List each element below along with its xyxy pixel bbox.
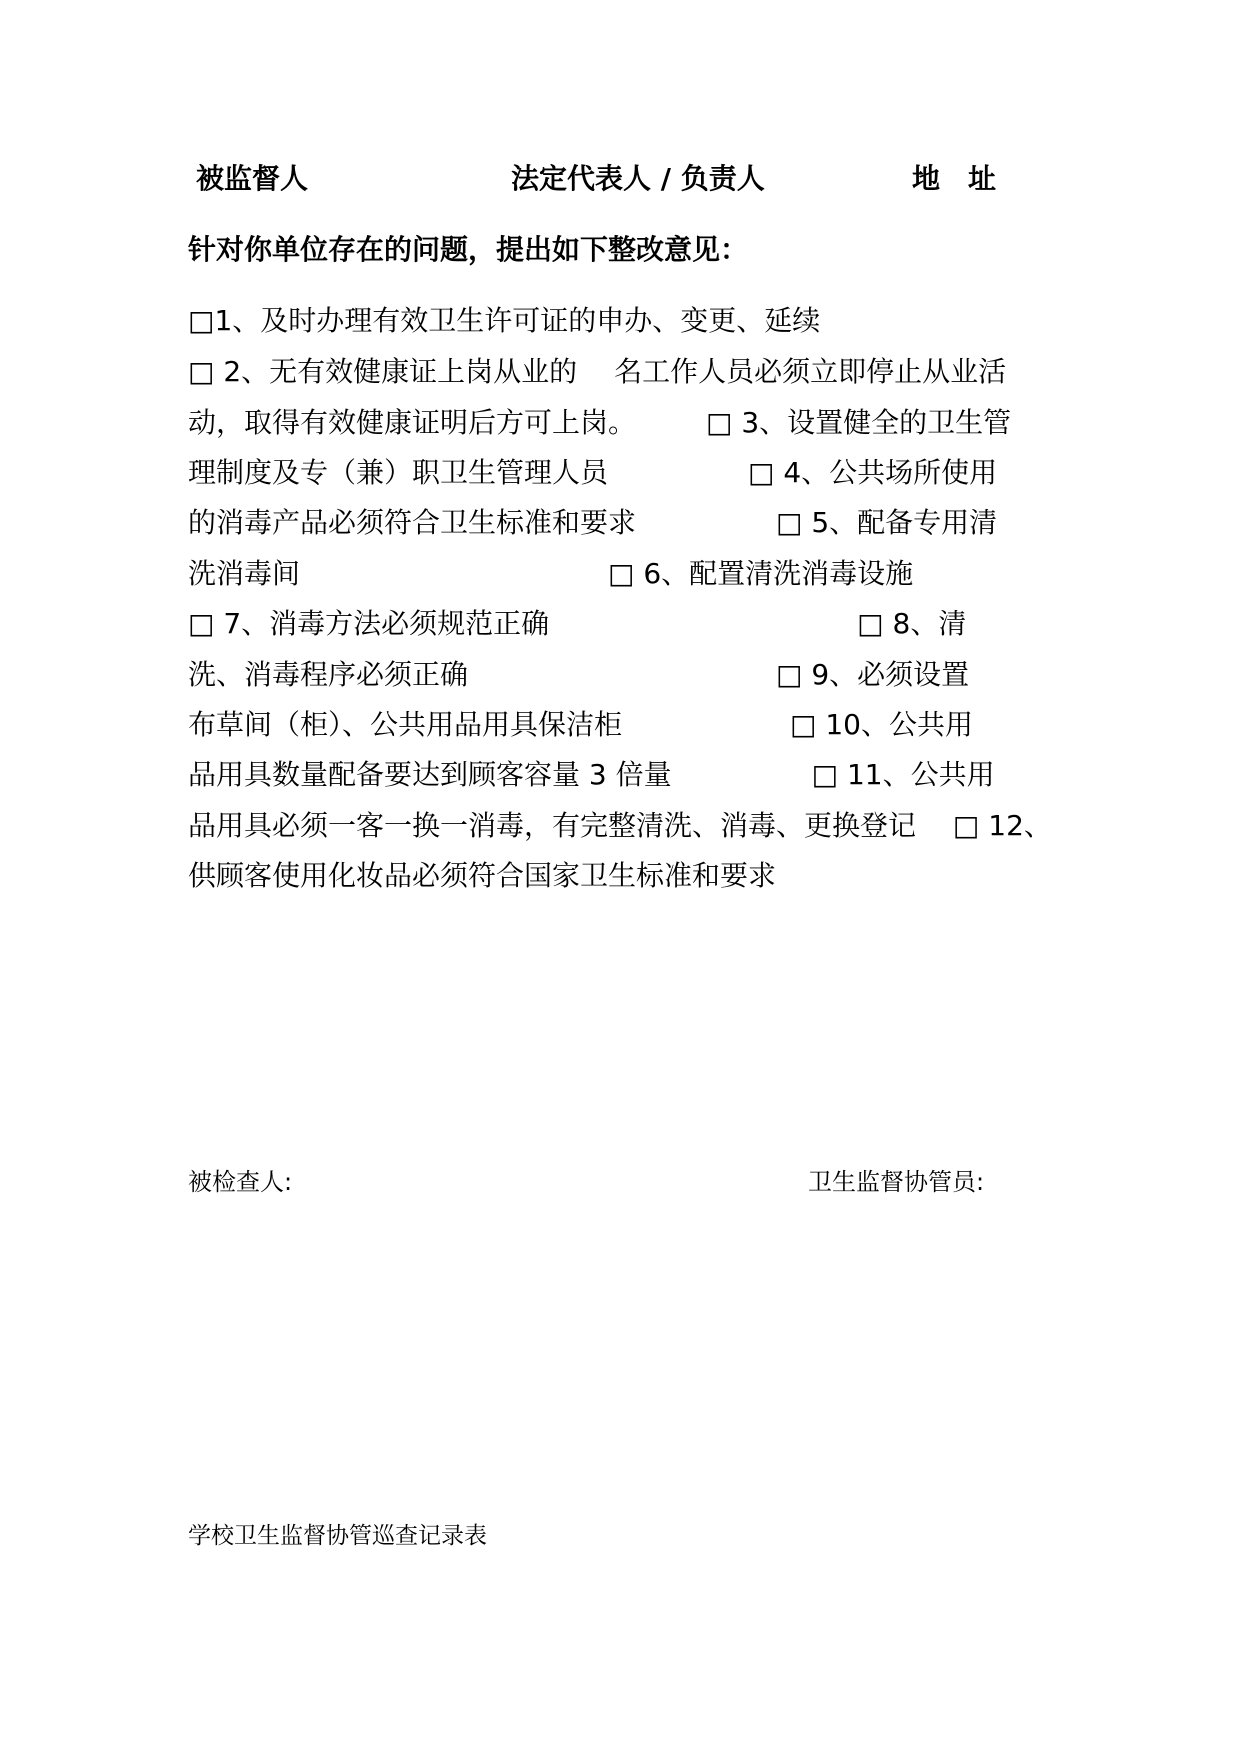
rectification-line: 理制度及专（兼）职卫生管理人员 □ 4、公共场所使用 <box>188 456 998 489</box>
rectification-line: 供顾客使用化妆品必须符合国家卫生标准和要求 <box>188 859 777 892</box>
rectification-line: 洗消毒间 □ 6、配置清洗消毒设施 <box>188 557 914 590</box>
rectification-line: 品用具数量配备要达到顾客容量 3 倍量 □ 11、公共用 <box>188 758 995 791</box>
rectification-intro: 针对你单位存在的问题，提出如下整改意见： <box>188 233 749 266</box>
form-title: 学校卫生监督协管巡查记录表 <box>188 1523 487 1549</box>
supervised-party-label: 被监督人 <box>196 162 309 195</box>
rectification-line: □1、及时办理有效卫生许可证的申办、变更、延续 <box>188 304 821 337</box>
rectification-line: 动，取得有效健康证明后方可上岗。 □ 3、设置健全的卫生管 <box>188 406 1012 439</box>
address-label: 地 址 <box>912 162 997 195</box>
rectification-line: 品用具必须一客一换一消毒，有完整清洗、消毒、更换登记 □ 12、 <box>188 809 1052 842</box>
rectification-line: 的消毒产品必须符合卫生标准和要求 □ 5、配备专用清 <box>188 506 998 539</box>
health-supervision-coordinator-label: 卫生监督协管员: <box>808 1168 985 1196</box>
rectification-line: 布草间（柜）、公共用品用具保洁柜 □ 10、公共用 <box>188 708 973 741</box>
rectification-line: □ 2、无有效健康证上岗从业的 名工作人员必须立即停止从业活 <box>188 355 1007 388</box>
legal-representative-label: 法定代表人 / 负责人 <box>511 162 765 195</box>
rectification-line: □ 7、消毒方法必须规范正确 □ 8、清 <box>188 607 967 640</box>
inspected-party-label: 被检查人: <box>188 1168 293 1196</box>
rectification-line: 洗、消毒程序必须正确 □ 9、必须设置 <box>188 658 970 691</box>
